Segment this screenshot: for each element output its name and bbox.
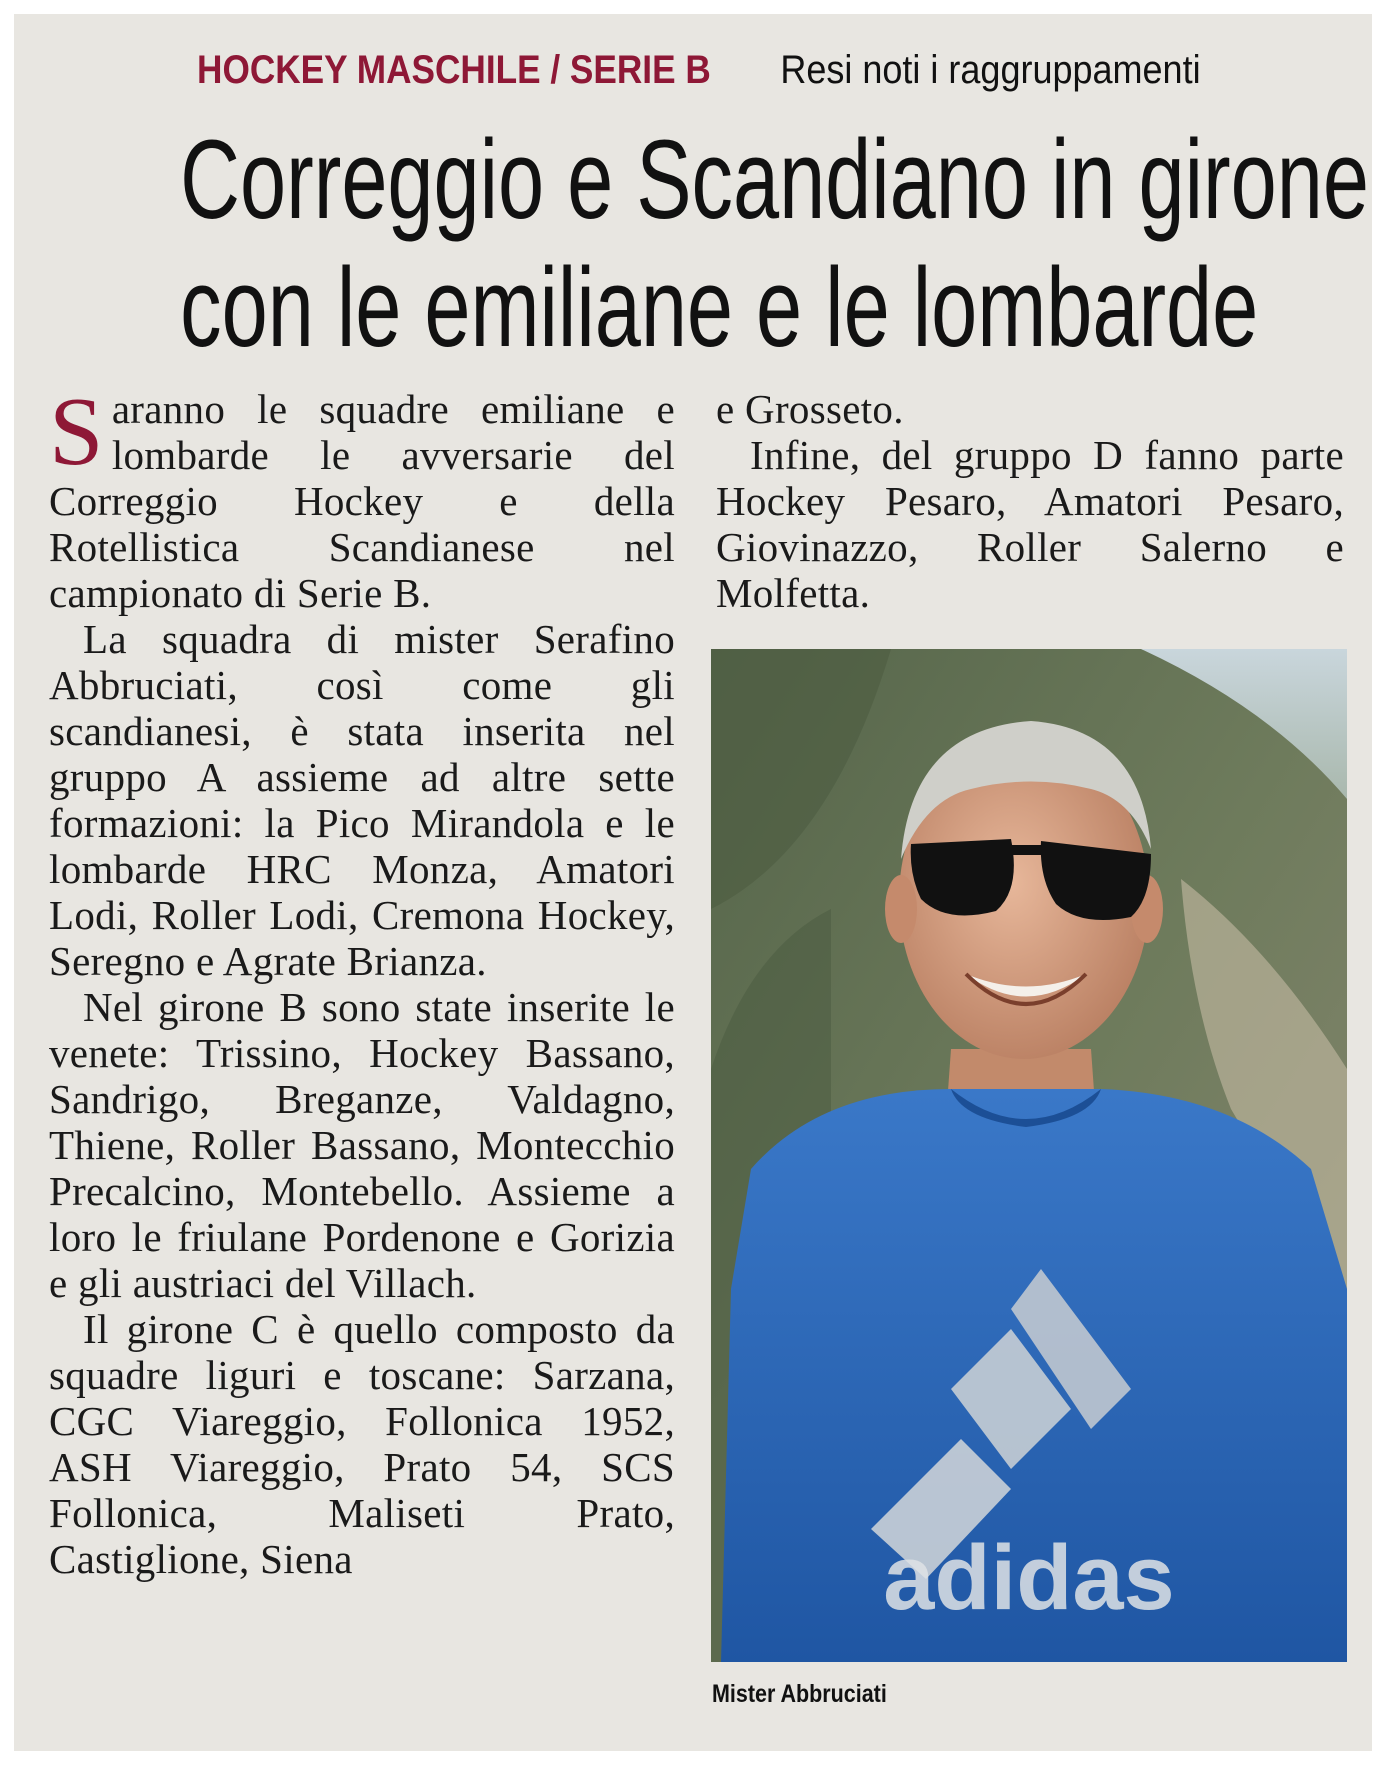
photo-caption: Mister Abbruciati	[712, 1680, 887, 1708]
article-paragraph: e Grosseto.	[716, 386, 904, 432]
shirt-logo-text: adidas	[883, 1527, 1175, 1629]
section-kicker	[0, 46, 1386, 94]
article-paragraph: Infine, del gruppo D fanno parte Hockey Pesaro, Amatori Pesaro, Giovinazzo, Roller Salerno e Molfetta.	[716, 432, 1344, 616]
headline-line-1: Correggio e Scandiano in girone	[180, 117, 1369, 242]
headline-line-2: con le emiliane e le lombarde	[180, 245, 1259, 370]
article-paragraph: Il girone C è quello composto da squadre liguri e toscane: Sarzana, CGC Viareggio, Follonica 1952, ASH Viareggio, Prato 54, SCS Follonica, Maliseti Prato, Castiglione, Siena	[49, 1306, 675, 1582]
headline	[0, 116, 1386, 372]
article-paragraph: Nel girone B sono state inserite le venete: Trissino, Hockey Bassano, Sandrigo, Breganze, Valdagno, Thiene, Roller Bassano, Montecchio Precalcino, Montebello. Assieme a loro le friulane Pordenone e Gorizia e gli austriaci del Villach.	[49, 984, 675, 1306]
photo-mister-abbruciati	[711, 649, 1347, 1662]
article-column-2	[716, 386, 1344, 616]
kicker-subtitle: Resi noti i raggruppamenti	[780, 48, 1201, 92]
article-column-1	[49, 378, 675, 1582]
article-paragraph	[49, 378, 675, 616]
photo-illustration	[711, 649, 1347, 1662]
article-paragraph: La squadra di mister Serafino Abbruciati, così come gli scandianesi, è stata inserita nel gruppo A assieme ad altre sette formazioni: la Pico Mirandola e le lombarde HRC Monza, Amatori Lodi, Roller Lodi, Cremona Hockey, Seregno e Agrate Brianza.	[49, 616, 675, 984]
section-label: HOCKEY MASCHILE / SERIE B	[197, 48, 711, 92]
paragraph-text: aranno le squadre emiliane e lombarde le avversarie del Correggio Hockey e della Rotellistica Scandianese nel campionato di Serie B.	[49, 386, 675, 616]
drop-cap: S	[49, 378, 104, 486]
